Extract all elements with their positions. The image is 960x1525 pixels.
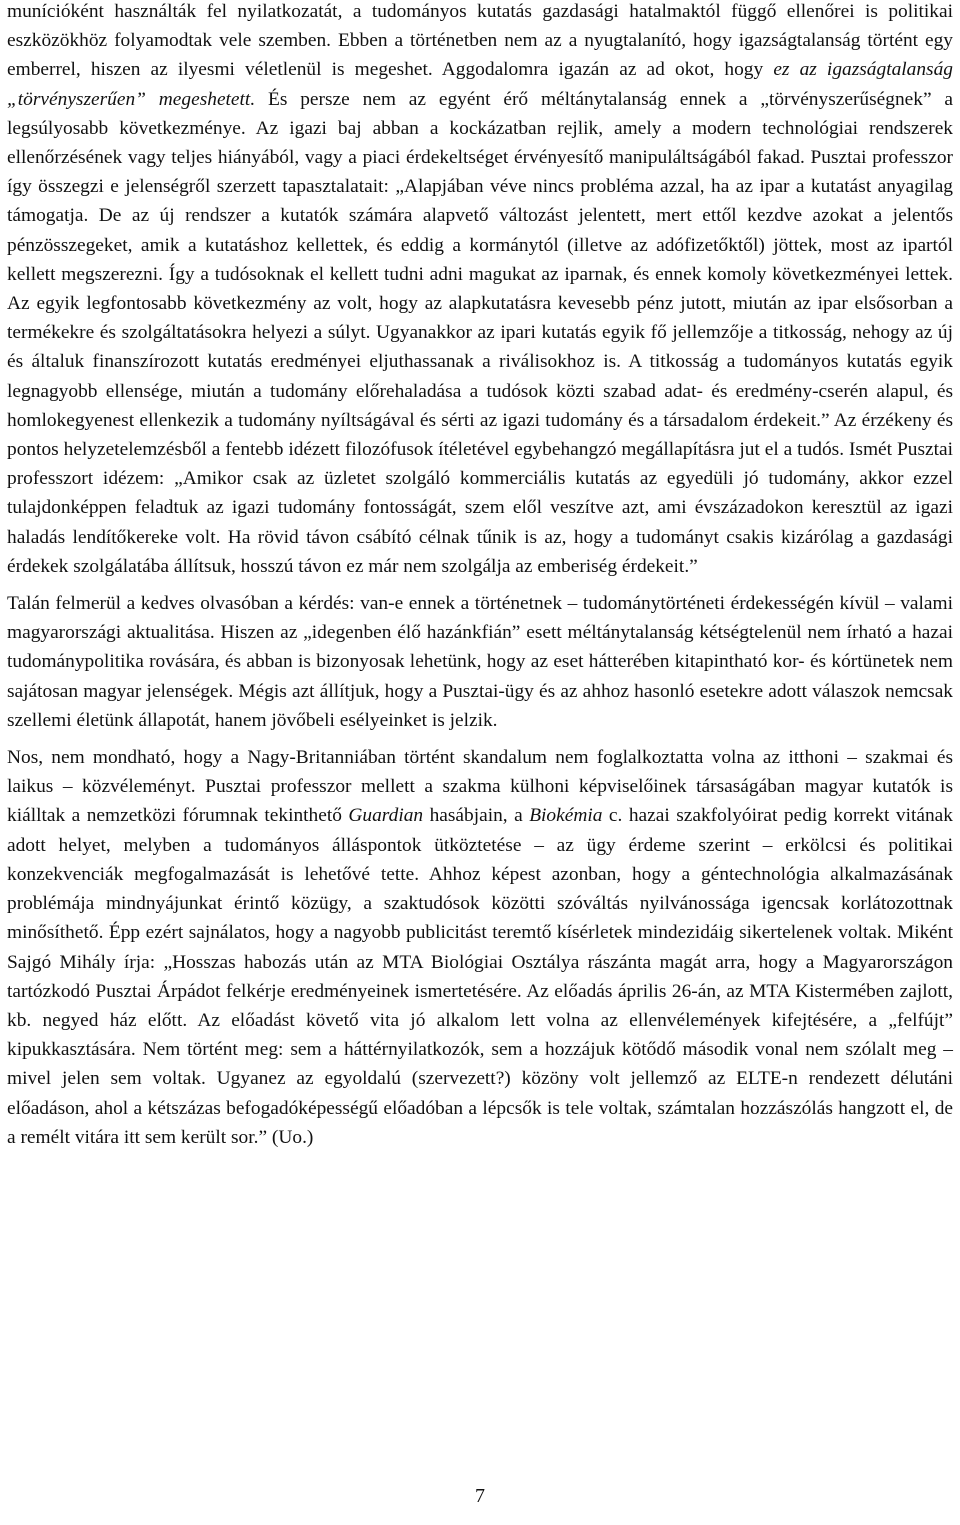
italic-span: ez az igazságtalanság „törvényszerűen” megeshetett. xyxy=(7,59,953,110)
paragraph-3 xyxy=(7,743,953,1152)
text-span: Talán felmerül a kedves olvasóban a kérdés: van-e ennek a történetnek – tudománytörténeti érdekességén kívül – valami magyarországi aktualitása. Hiszen az „idegenben élő hazánkfián” esett méltánytalanság kétségtelenül nem írható a hazai tudománypolitika rovására, és abban is bizonyosak lehetünk, hogy az eset hátterében kitapintható kor- és kórtünetek nem sajátosan magyar jelenségek. Mégis azt állítjuk, hogy a Pusztai-ügy és az ahhoz hasonló esetekre adott válaszok nemcsak szellemi életünk állapotát, hanem jövőbeli esélyeinket is jelzik. xyxy=(7,593,953,731)
paragraph-2 xyxy=(7,589,953,735)
italic-span-biokemia: Biokémia xyxy=(529,805,603,827)
document-page xyxy=(7,0,953,1152)
text-span: c. hazai szakfolyóirat pedig korrekt vitának adott helyet, melyben a tudományos álláspontok ütköztetése – az ügy érdeme szerint – erkölcsi és politikai konzekvenciák megfogalmazását is lehetővé tette. Ahhoz képest azonban, hogy a géntechnológia alkalmazásának problémája mindnyájunkat érintő közügy, a szaktudósok közötti szóváltás nyilvánossága igencsak korlátozottnak minősíthető. Épp ezért sajnálatos, hogy a nagyobb publicitást teremtő kísérletek mindezidáig sikertelenek voltak. Miként Sajgó Mihály írja: „Hosszas habozás után az MTA Biológiai Osztálya rászánta magát arra, hogy a Magyarországon tartózkodó Pusztai Árpádot felkérje eredményeinek ismertetésére. Az előadás április 26-án, az MTA Kistermében zajlott, kb. negyed ház előtt. Az előadást követő vita jó alkalom lett volna az ellenvélemények kifejtésére, a „felfújt” kipukkasztására. Nem történt meg: sem a háttérnyilatkozók, sem a hozzájuk kötődő második vonal nem szólalt meg – mivel jelen sem voltak. Ugyanez az egyoldalú (szervezett?) közöny volt jellemző az ELTE-n rendezett délutáni előadáson, ahol a kétszázas befogadóképességű előadóban a lépcsők is tele voltak, számtalan hozzászólás hangzott el, de a remélt vitára itt sem került sor.” (Uo.) xyxy=(7,805,953,1148)
italic-span-guardian: Guardian xyxy=(348,805,424,827)
page-number: 7 xyxy=(475,1485,485,1507)
text-span: Nos, nem mondható, hogy a Nagy-Britanniában történt skandalum nem foglalkoztatta volna az itthoni – szakmai és laikus – közvéleményt. Pusztai professzor mellett a szakma külhoni képviselőinek társaságában magyar kutatók is kiálltak a nemzetközi fórumnak tekinthető xyxy=(7,747,953,827)
paragraph-1 xyxy=(7,0,953,581)
text-span: hasábjain, a xyxy=(423,805,530,827)
text-span: munícióként használták fel nyilatkozatát, a tudományos kutatás gazdasági hatalmaktól függő ellenőrei is politikai eszközökhöz folyamodtak vele szemben. Ebben a történetben nem az a nyugtalanító, hogy igazságtalanság történt egy emberrel, hiszen az ilyesmi véletlenül is megeshet. Aggodalomra igazán az ad okot, hogy xyxy=(7,1,953,81)
text-span: És persze nem az egyént érő méltánytalanság ennek a „törvényszerűségnek” a legsúlyosabb következménye. Az igazi baj abban a kockázatban rejlik, amely a modern technológiai rendszerek ellenőrzésének vagy teljes hiányából, vagy a piaci érdekeltséget érvényesítő manipuláltságából fakad. Pusztai professzor így összegzi e jelenségről szerzett tapasztalatait: „Alapjában véve nincs probléma azzal, ha az ipar a kutatást anyagilag támogatja. De az új rendszer a kutatók számára alapvető változást jelentett, mert ettől kezdve azokat a jelentős pénzösszegeket, amik a kutatáshoz kellettek, és eddig a kormánytól (illetve az adófizetőktől) jöttek, most az ipartól kellett megszerezni. Így a tudósoknak el kellett tudni adni magukat az iparnak, és ennek komoly következményei lettek. Az egyik legfontosabb következmény az volt, hogy az alapkutatásra kevesebb pénz jutott, miután az ipar elsősorban a termékekre és szolgáltatásokra helyezi a súlyt. Ugyanakkor az ipari kutatás egyik fő jellemzője a titkosság, nehogy az új és általuk finanszírozott kutatás eredményei eljuthassanak a riválisokhoz is. A titkosság a tudományos kutatás egyik legnagyobb ellensége, miután a tudomány előrehaladása a tudósok közti szabad adat- és eredmény-cserén alapul, és homlokegyenest ellenkezik a tudomány nyíltságával és sérti az igazi tudomány és a társadalom érdekeit.” Az érzékeny és pontos helyzetelemzésből a fentebb idézett filozófusok ítéletével egybehangzó megállapításra jut el a tudós. Ismét Pusztai professzort idézem: „Amikor csak az üzletet szolgáló kommerciális kutatás az egyedüli jó tudomány, akkor ezzel tulajdonképpen feladtuk az igazi tudomány fontosságát, szem elől veszítve azt, ami évszázadokon keresztül az igazi haladás lendítőkereke volt. Ha rövid távon csábító célnak tűnik is az, hogy a tudományt csakis kizárólag a gazdasági érdekek szolgálatába állítsuk, hosszú távon ez már nem szolgálja az emberiség érdekeit.” xyxy=(7,88,953,577)
